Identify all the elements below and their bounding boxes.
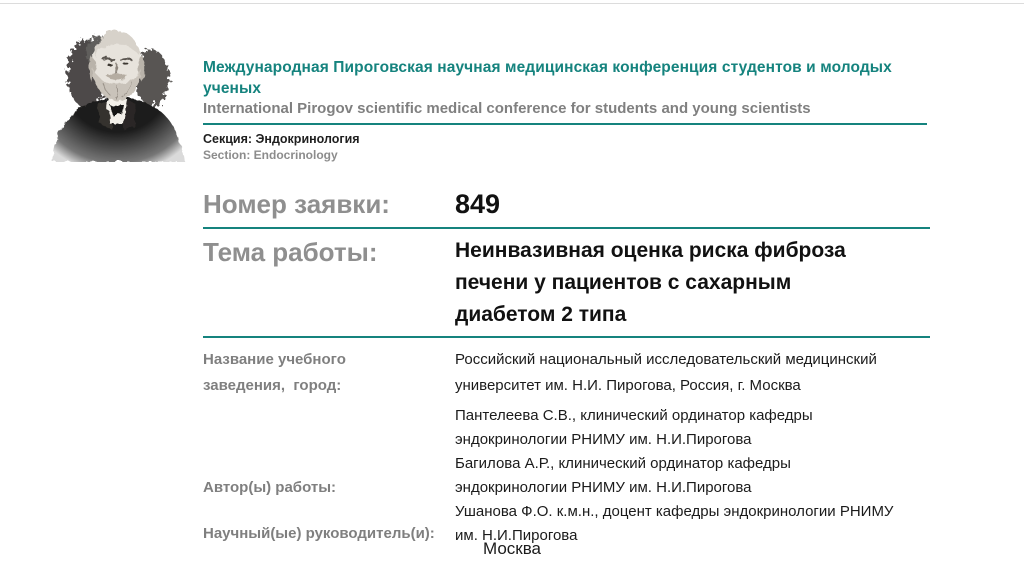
row-authors <box>203 404 930 500</box>
city-label: Москва <box>482 539 542 558</box>
institution-label: Название учебного заведения, город: <box>203 351 346 394</box>
header-divider <box>203 123 927 125</box>
supervisors-value: Ушанова Ф.О. к.м.н., доцент кафедры эндокринологии РНИМУ им. Н.И.Пирогова <box>455 503 894 544</box>
application-number-label: Номер заявки: <box>203 189 390 219</box>
section-label-en: Section: Endocrinology <box>203 148 338 162</box>
institution-value: Российский национальный исследовательский медицинский университет им. Н.И. Пирогова, Россия, г. Москва <box>455 351 877 394</box>
authors-value: Пантелеева С.В., клинический ординатор кафедры эндокринологии РНИМУ им. Н.И.Пирогова Багилова А.Р., клинический ординатор кафедры эндокринологии РНИМУ им. Н.И.Пирогова <box>455 407 813 496</box>
work-title-value: Неинвазивная оценка риска фиброза печени у пациентов с сахарным диабетом 2 типа <box>455 239 846 326</box>
pirogov-engraving-image <box>40 12 194 162</box>
pirogov-portrait <box>40 12 194 162</box>
row-application-number <box>203 183 930 229</box>
row-institution <box>203 347 930 399</box>
row-work-title <box>203 229 930 338</box>
authors-label: Автор(ы) работы: <box>203 479 337 496</box>
conference-title-en: International Pirogov scientific medical conference for students and young scientists <box>203 100 811 117</box>
work-title-label: Тема работы: <box>203 237 378 267</box>
section-label-ru: Секция: Эндокринология <box>203 132 360 146</box>
supervisors-label: Научный(ые) руководитель(и): <box>203 525 435 542</box>
application-number-value: 849 <box>455 189 501 219</box>
page-top-divider <box>0 3 1024 4</box>
application-details-table <box>203 183 930 548</box>
conference-title-ru: Международная Пироговская научная медицинская конференция студентов и молодых ученых <box>203 59 892 97</box>
conference-header <box>203 57 930 162</box>
